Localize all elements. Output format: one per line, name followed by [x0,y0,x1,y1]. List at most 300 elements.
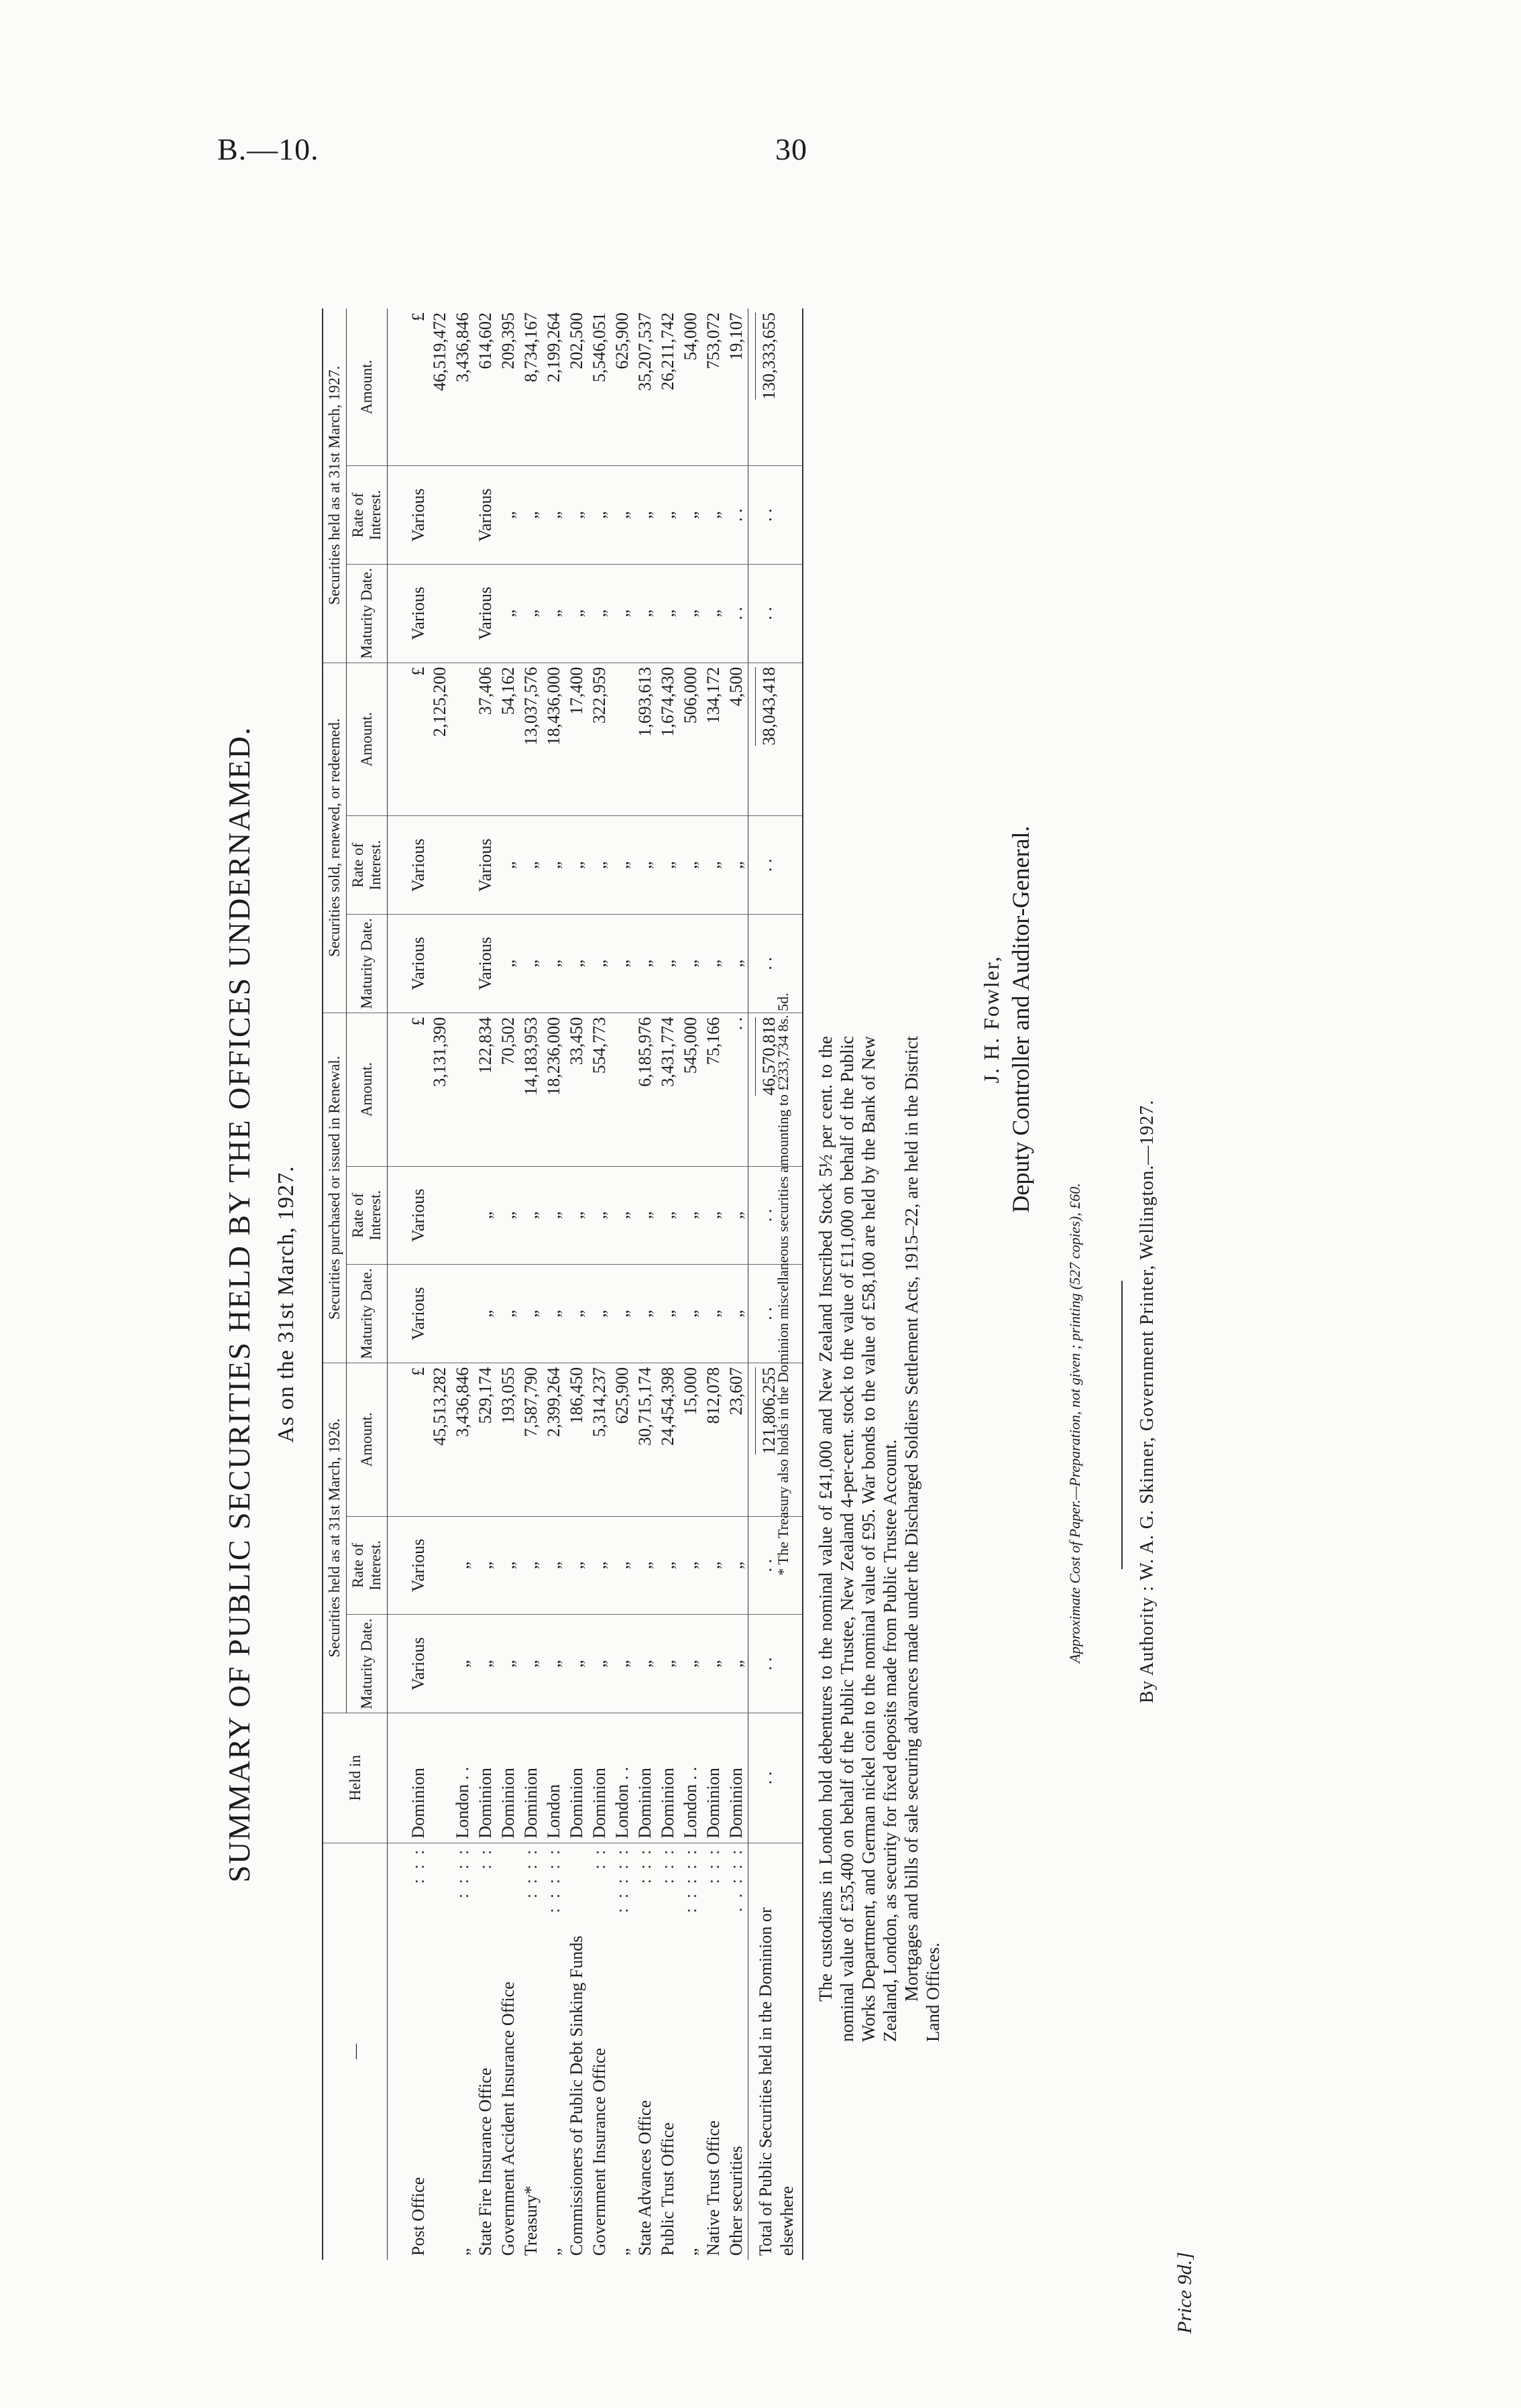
total-amount: 121,806,255 [755,1367,780,1454]
amount-cell [565,1363,588,1516]
leader-dots: : : : : [453,1847,472,1899]
maturity-cell [657,564,679,663]
table-row [679,308,702,2260]
rate-value: „ [544,511,563,519]
rate-cell [388,1516,452,1615]
amount-value: 134,172 [703,667,723,724]
rate-value: „ [567,511,586,519]
maturity-value: „ [703,1310,723,1318]
amount-cell [388,308,452,466]
amount-value: 24,454,398 [658,1367,677,1446]
rate-cell [611,1516,634,1615]
rate-value: „ [681,1561,700,1570]
maturity-cell [474,564,497,663]
total-amount: 130,333,655 [755,312,780,400]
office-cell [702,1843,725,2260]
amount-value: 70,502 [498,1017,518,1066]
maturity-cell [634,915,657,1013]
rate-cell [543,816,565,915]
table-row [543,308,565,2260]
amount-header: Amount. [347,1013,388,1166]
maturity-cell [474,1615,497,1713]
amount-value: 202,500 [567,312,586,369]
pound-sign: £ [408,1017,428,1026]
maturity-value: „ [612,960,632,968]
maturity-value: „ [681,1310,700,1318]
office-name: „ [681,2248,700,2256]
maturity-cell [657,1265,679,1363]
amount-cell [565,663,588,816]
amount-cell [497,1363,520,1516]
maturity-cell [702,1265,725,1363]
maturity-cell [388,915,452,1013]
total-dots: . . [748,1265,803,1363]
maturity-cell [611,1615,634,1713]
amount-value: 5,546,051 [589,312,609,382]
maturity-cell [388,1615,452,1713]
amount-cell [474,1363,497,1516]
maturity-value: „ [475,1660,495,1668]
rate-value: Various [408,838,428,892]
amount-value: 2,199,264 [544,312,563,382]
rate-cell [543,1516,565,1615]
rate-value: „ [658,1561,677,1570]
rate-value: „ [567,1561,586,1570]
rate-value: „ [589,511,609,519]
leader-dots: : : : [408,1847,428,1884]
rate-cell [634,1516,657,1615]
rate-value: „ [726,861,746,869]
maturity-value: „ [475,1310,495,1318]
amount-value: 30,715,174 [635,1367,655,1446]
rate-value: „ [703,1211,723,1220]
rate-cell [474,1166,497,1265]
amount-value: 625,900 [612,312,632,369]
maturity-cell [679,915,702,1013]
maturity-value: „ [521,960,541,968]
rate-value: „ [498,1211,518,1220]
held-in-cell: Dominion [702,1713,725,1843]
maturity-value: „ [635,1310,655,1318]
office-name: „ [453,2248,472,2256]
rate-value: „ [612,1561,632,1570]
amount-value: 46,519,472 [430,312,449,391]
office-cell [611,1843,634,2260]
maturity-value: „ [658,960,677,968]
maturity-value: „ [567,960,586,968]
pound-sign: £ [408,312,428,321]
amount-value: 35,207,537 [635,312,655,391]
held-in-cell: London . . [611,1713,634,1843]
maturity-value: Various [408,587,428,640]
held-in-cell: Dominion [565,1713,588,1843]
note-paragraph: The custodians in London hold debentures to the nominal value of £41,000 and New Zealand Inscribed Stock 5½ per cent. to the nominal value of £35,400 on behalf of the Public Trustee, New Zealand 4-per-cent. stock to the value of £11,000 on behalf of the Public Works Department, and German nickel coin to the nominal value of £95. War bonds to the value of £58,100 are held by the Bank of New Zealand, London, as security for fixed deposits made from Public Trustee Account. [815,1036,900,2042]
amount-cell [565,308,588,466]
rate-cell [451,816,474,915]
maturity-cell [451,1265,474,1363]
amount-cell [451,1013,474,1166]
document-subtitle: As on the 31st March, 1927. [274,1165,298,1443]
office-cell [725,1843,748,2260]
amount-cell [611,663,634,816]
office-cell [543,1843,565,2260]
leader-dots: . . : : : [726,1847,746,1912]
rate-cell [588,1516,611,1615]
rate-cell [451,1166,474,1265]
maturity-cell [725,564,748,663]
amount-value: 13,037,576 [521,667,541,746]
held-in-cell: Dominion [497,1713,520,1843]
office-name: „ [544,2248,563,2256]
amount-value: 17,400 [567,667,586,715]
rate-cell [474,466,497,565]
amount-cell [679,308,702,466]
amount-value: 3,131,390 [430,1017,449,1087]
amount-cell [657,1363,679,1516]
rate-cell [702,816,725,915]
total-dots: . . [748,1615,803,1713]
amount-value: 193,055 [498,1367,518,1424]
amount-cell [543,1363,565,1516]
document-title: SUMMARY OF PUBLIC SECURITIES HELD BY THE OFFICES UNDERNAMED. [222,726,256,1883]
rate-value: „ [544,1211,563,1220]
amount-cell [388,1013,452,1166]
rate-cell [611,1166,634,1265]
amount-value: . . [726,1017,746,1031]
held-in-cell: London [543,1713,565,1843]
total-dots: . . [748,1166,803,1265]
maturity-cell [702,915,725,1013]
maturity-cell [388,1265,452,1363]
rate-value: „ [544,861,563,869]
maturity-value: Various [408,937,428,990]
office-name: Other securities [726,2146,746,2256]
maturity-cell [634,564,657,663]
maturity-cell [679,564,702,663]
amount-value: 54,000 [681,312,700,361]
leader-dots: : : [589,1847,609,1870]
amount-cell [702,308,725,466]
amount-value: 23,607 [726,1367,746,1416]
rate-value: „ [681,511,700,519]
rate-value: „ [589,1561,609,1570]
maturity-cell [588,915,611,1013]
office-name: Government Accident Insurance Office [498,1982,518,2256]
maturity-cell [451,1615,474,1713]
rate-cell [565,466,588,565]
amount-value: 26,211,742 [658,312,677,391]
col-held-in-header: Held in [323,1713,388,1843]
rate-cell [657,466,679,565]
maturity-value: „ [726,1660,746,1668]
table-row [657,308,679,2260]
rate-value: „ [498,1561,518,1570]
maturity-value: Various [475,587,495,640]
amount-value: 3,431,774 [658,1017,677,1087]
office-name: Commissioners of Public Debt Sinking Funds [567,1935,586,2256]
rate-value: „ [658,511,677,519]
maturity-value: . . [726,607,746,620]
amount-cell [520,1013,543,1166]
amount-cell [611,1013,634,1166]
rate-cell [702,1516,725,1615]
col-office-header: — [323,1843,388,2260]
rate-value: „ [612,861,632,869]
amount-cell [634,308,657,466]
amount-value: 3,436,846 [453,1367,472,1437]
amount-value: 7,587,790 [521,1367,541,1437]
rate-value: „ [589,861,609,869]
amount-value: 75,166 [703,1017,723,1066]
maturity-cell [520,1615,543,1713]
rate-cell [634,466,657,565]
rate-value: Various [475,838,495,892]
maturity-value: „ [681,1660,700,1668]
rate-value: „ [475,1211,495,1220]
rate-cell [588,1166,611,1265]
amount-header: Amount. [347,308,388,466]
amount-cell [679,1363,702,1516]
rate-value: . . [726,508,746,522]
office-name: Public Trust Office [658,2122,677,2256]
amount-value: 122,834 [475,1017,495,1074]
amount-value: 2,125,200 [430,667,449,737]
amount-cell [451,1363,474,1516]
maturity-value: „ [658,1660,677,1668]
amount-cell [702,663,725,816]
table-row [611,308,634,2260]
maturity-value: „ [498,1660,518,1668]
page-reference: B.—10. [217,132,319,166]
rate-value: Various [475,488,495,542]
total-label: Total of Public Securities held in the Dominion or elsewhere [748,1843,803,2260]
rate-value: „ [658,861,677,869]
office-cell [451,1843,474,2260]
rate-cell [611,816,634,915]
rate-cell [565,816,588,915]
maturity-value: „ [521,609,541,618]
maturity-cell [497,1265,520,1363]
maturity-value: „ [498,1310,518,1318]
amount-value: 18,236,000 [544,1017,563,1096]
held-in-cell: Dominion [725,1713,748,1843]
office-cell [474,1843,497,2260]
held-in-cell: Dominion [657,1713,679,1843]
maturity-value: Various [408,1287,428,1340]
maturity-value: Various [475,937,495,990]
maturity-value: „ [453,1660,472,1668]
rate-cell [388,816,452,915]
maturity-value: Various [408,1637,428,1690]
office-name: Native Trust Office [703,2120,723,2256]
amount-value: 753,072 [703,312,723,369]
maturity-cell [588,564,611,663]
maturity-value: „ [703,960,723,968]
total-dots: . . [748,466,803,565]
rate-cell [565,1166,588,1265]
rate-value: „ [635,1211,655,1220]
maturity-cell [611,1265,634,1363]
amount-value: 18,436,000 [544,667,563,746]
maturity-cell [451,564,474,663]
amount-value: 812,078 [703,1367,723,1424]
amount-cell [520,308,543,466]
amount-value: 1,693,613 [635,667,655,737]
rate-value: „ [635,1561,655,1570]
amount-value: 322,959 [589,667,609,724]
office-cell [588,1843,611,2260]
amount-cell [725,1013,748,1166]
maturity-date-header: Maturity Date. [347,564,388,663]
maturity-value: „ [589,609,609,618]
rate-value: „ [681,861,700,869]
amount-value: 5,314,237 [589,1367,609,1437]
held-in-cell: Dominion [588,1713,611,1843]
maturity-date-header: Maturity Date. [347,1265,388,1363]
rate-cell [611,466,634,565]
rate-value: „ [453,1561,472,1570]
leader-dots: : : [475,1847,495,1870]
maturity-value: „ [567,609,586,618]
amount-value: 209,395 [498,312,518,369]
amount-cell [657,1013,679,1166]
maturity-value: „ [521,1310,541,1318]
maturity-cell [388,564,452,663]
group-sold-header: Securities sold, renewed, or redeemed. [323,663,347,1013]
maturity-value: „ [703,609,723,618]
maturity-value: „ [681,609,700,618]
amount-value: 529,174 [475,1367,495,1424]
office-name: Post Office [408,2177,428,2256]
rate-cell [451,466,474,565]
rate-cell [725,1516,748,1615]
rate-value: „ [726,1211,746,1220]
amount-value: 2,399,264 [544,1367,563,1437]
rate-value: „ [544,1561,563,1570]
maturity-cell [520,1265,543,1363]
maturity-value: „ [544,960,563,968]
treasury-footnote: * The Treasury also holds in the Dominion miscellaneous securities amounting to £233,734 8s. 5d. [775,992,791,1576]
maturity-value: „ [589,960,609,968]
office-name: Treasury* [521,2185,541,2256]
amount-cell [588,1013,611,1166]
rate-cell [679,1516,702,1615]
amount-header: Amount. [347,1363,388,1516]
rate-cell [497,1166,520,1265]
rate-value: „ [567,1211,586,1220]
amount-cell [497,663,520,816]
office-name: „ [612,2248,632,2256]
table-row [702,308,725,2260]
group-held-1927-header: Securities held as at 31st March, 1927. [323,308,347,663]
held-in-cell: London . . [451,1713,474,1843]
maturity-value: „ [498,609,518,618]
rate-cell [725,816,748,915]
rate-cell [520,1166,543,1265]
table-row [565,308,588,2260]
maturity-cell [657,1615,679,1713]
office-cell [634,1843,657,2260]
maturity-value: „ [567,1660,586,1668]
rate-cell [388,466,452,565]
maturity-cell [520,564,543,663]
amount-header: Amount. [347,663,388,816]
amount-cell [611,1363,634,1516]
rate-cell [702,466,725,565]
rate-cell [497,466,520,565]
rate-value: „ [498,511,518,519]
table-row [520,308,543,2260]
maturity-cell [725,915,748,1013]
rate-of-interest-header: Rate of Interest. [347,816,388,915]
amount-value: 15,000 [681,1367,700,1416]
rate-cell [588,466,611,565]
office-cell [565,1843,588,2260]
rate-value: „ [612,1211,632,1220]
rate-cell [634,1166,657,1265]
rate-of-interest-header: Rate of Interest. [347,1166,388,1265]
rate-cell [565,1516,588,1615]
table-row [634,308,657,2260]
table-row [451,308,474,2260]
maturity-cell [565,564,588,663]
leader-dots: : : : : [521,1847,541,1899]
amount-cell [725,1363,748,1516]
maturity-cell [543,564,565,663]
pound-sign: £ [408,1367,428,1376]
rate-value: Various [408,1188,428,1243]
table-row [588,308,611,2260]
rate-value: „ [521,1561,541,1570]
maturity-value: „ [612,609,632,618]
amount-cell [725,663,748,816]
amount-cell [520,663,543,816]
total-dots: . . [748,1713,803,1843]
maturity-value: „ [681,960,700,968]
maturity-value: „ [635,609,655,618]
maturity-value: „ [612,1660,632,1668]
amount-value: 506,000 [681,667,700,724]
rate-cell [388,1166,452,1265]
rate-value: „ [589,1211,609,1220]
leader-dots: : : : : : [681,1847,700,1913]
held-in-cell: Dominion [474,1713,497,1843]
amount-cell [565,1013,588,1166]
amount-cell [451,663,474,816]
held-in-cell: Dominion [520,1713,543,1843]
maturity-cell [679,1615,702,1713]
maturity-cell [657,915,679,1013]
amount-cell [451,308,474,466]
table-row [474,308,497,2260]
maturity-cell [565,1265,588,1363]
maturity-value: „ [567,1310,586,1318]
rate-cell [497,1516,520,1615]
maturity-cell [565,915,588,1013]
amount-value: 3,436,846 [453,312,472,382]
maturity-cell [497,915,520,1013]
maturity-value: „ [544,1660,563,1668]
leader-dots: : : : [658,1847,677,1884]
rate-cell [657,1166,679,1265]
amount-cell [702,1013,725,1166]
held-in-cell: London . . [679,1713,702,1843]
group-held-1926-header: Securities held as at 31st March, 1926. [323,1363,347,1713]
office-name: State Advances Office [635,2100,655,2256]
rate-of-interest-header: Rate of Interest. [347,466,388,565]
rate-cell [657,816,679,915]
maturity-value: „ [521,1660,541,1668]
